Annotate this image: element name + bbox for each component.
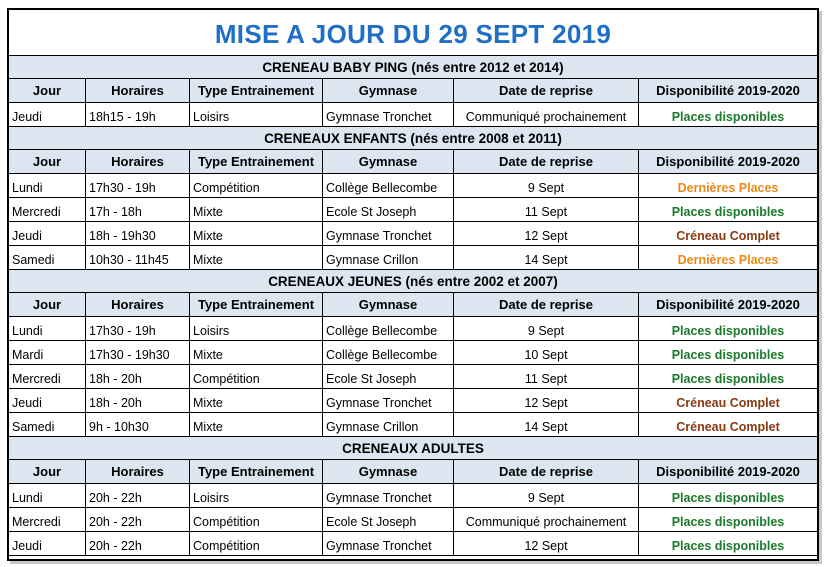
cell-jour: Lundi xyxy=(9,484,86,507)
column-header: Horaires xyxy=(86,150,190,173)
table-row xyxy=(9,174,817,198)
column-header: Date de reprise xyxy=(454,460,639,483)
table-row xyxy=(9,508,817,532)
section-title xyxy=(9,270,817,293)
column-header: Type Entrainement xyxy=(190,79,323,102)
column-header: Horaires xyxy=(86,293,190,316)
table-row xyxy=(9,341,817,365)
cell-type: Mixte xyxy=(190,198,323,221)
column-header: Jour xyxy=(9,293,86,316)
cell-type: Mixte xyxy=(190,341,323,364)
table-row xyxy=(9,389,817,413)
column-header: Type Entrainement xyxy=(190,460,323,483)
cell-gymnase: Gymnase Crillon xyxy=(323,246,454,269)
cell-type: Loisirs xyxy=(190,103,323,126)
status-badge: Dernières Places xyxy=(677,181,779,195)
cell-gymnase: Gymnase Crillon xyxy=(323,413,454,436)
cell-gymnase: Gymnase Tronchet xyxy=(323,103,454,126)
column-header: Date de reprise xyxy=(454,79,639,102)
status-badge: Créneau Complet xyxy=(676,396,780,410)
cell-jour: Lundi xyxy=(9,174,86,197)
section-title xyxy=(9,437,817,460)
column-header: Jour xyxy=(9,150,86,173)
table-header-row xyxy=(9,293,817,317)
cell-reprise: 9 Sept xyxy=(454,317,639,340)
section-title-text: CRENEAU BABY PING (nés entre 2012 et 2014) xyxy=(262,60,564,75)
table-header-row xyxy=(9,79,817,103)
cell-jour: Samedi xyxy=(9,246,86,269)
cell-type: Mixte xyxy=(190,222,323,245)
cell-horaires: 20h - 22h xyxy=(86,532,190,555)
cell-horaires: 18h - 20h xyxy=(86,389,190,412)
cell-reprise: 12 Sept xyxy=(454,532,639,555)
cell-horaires: 17h30 - 19h xyxy=(86,174,190,197)
column-header: Date de reprise xyxy=(454,150,639,173)
cell-reprise: Communiqué prochainement xyxy=(454,508,639,531)
cell-type: Compétition xyxy=(190,532,323,555)
page-title: MISE A JOUR DU 29 SEPT 2019 xyxy=(9,10,817,56)
table-row xyxy=(9,484,817,508)
cell-horaires: 18h - 19h30 xyxy=(86,222,190,245)
cell-jour: Jeudi xyxy=(9,103,86,126)
cell-horaires: 17h30 - 19h xyxy=(86,317,190,340)
cell-horaires: 10h30 - 11h45 xyxy=(86,246,190,269)
cell-jour: Samedi xyxy=(9,413,86,436)
table-header-row xyxy=(9,460,817,484)
table-header-row xyxy=(9,150,817,174)
cell-gymnase: Ecole St Joseph xyxy=(323,508,454,531)
cell-reprise: 11 Sept xyxy=(454,198,639,221)
status-badge: Places disponibles xyxy=(671,324,785,338)
status-badge: Places disponibles xyxy=(671,372,785,386)
cell-type: Mixte xyxy=(190,389,323,412)
cell-reprise: 14 Sept xyxy=(454,246,639,269)
cell-gymnase: Gymnase Tronchet xyxy=(323,389,454,412)
cell-type: Compétition xyxy=(190,174,323,197)
column-header: Jour xyxy=(9,79,86,102)
cell-reprise: 14 Sept xyxy=(454,413,639,436)
status-badge: Places disponibles xyxy=(671,515,785,529)
cell-horaires: 18h - 20h xyxy=(86,365,190,388)
cell-reprise: 12 Sept xyxy=(454,389,639,412)
cell-jour: Mercredi xyxy=(9,508,86,531)
section-title-text: CRENEAUX ADULTES xyxy=(342,441,484,456)
cell-gymnase: Gymnase Tronchet xyxy=(323,222,454,245)
cell-horaires: 18h15 - 19h xyxy=(86,103,190,126)
cell-reprise: 10 Sept xyxy=(454,341,639,364)
cell-gymnase: Ecole St Joseph xyxy=(323,365,454,388)
cell-reprise: 9 Sept xyxy=(454,484,639,507)
table-row xyxy=(9,317,817,341)
cell-jour: Jeudi xyxy=(9,389,86,412)
cell-reprise: Communiqué prochainement xyxy=(454,103,639,126)
cell-gymnase: Collège Bellecombe xyxy=(323,174,454,197)
cell-jour: Mardi xyxy=(9,341,86,364)
cell-jour: Mercredi xyxy=(9,198,86,221)
column-header: Disponibilité 2019-2020 xyxy=(656,83,800,98)
column-header: Gymnase xyxy=(323,79,454,102)
column-header: Disponibilité 2019-2020 xyxy=(656,297,800,312)
cell-type: Compétition xyxy=(190,508,323,531)
column-header: Disponibilité 2019-2020 xyxy=(656,154,800,169)
schedule-sheet xyxy=(7,8,819,561)
status-badge: Places disponibles xyxy=(671,348,785,362)
cell-type: Loisirs xyxy=(190,317,323,340)
table-row xyxy=(9,246,817,270)
status-badge: Places disponibles xyxy=(671,491,785,505)
status-badge: Places disponibles xyxy=(671,205,785,219)
cell-reprise: 12 Sept xyxy=(454,222,639,245)
table-row xyxy=(9,222,817,246)
cell-jour: Jeudi xyxy=(9,222,86,245)
table-row xyxy=(9,103,817,127)
cell-horaires: 20h - 22h xyxy=(86,484,190,507)
column-header: Date de reprise xyxy=(454,293,639,316)
section-title xyxy=(9,127,817,150)
cell-type: Compétition xyxy=(190,365,323,388)
section-title-text: CRENEAUX ENFANTS (nés entre 2008 et 2011) xyxy=(264,131,562,146)
cell-type: Mixte xyxy=(190,413,323,436)
column-header: Jour xyxy=(9,460,86,483)
table-row xyxy=(9,365,817,389)
status-badge: Créneau Complet xyxy=(676,229,780,243)
cell-horaires: 17h30 - 19h30 xyxy=(86,341,190,364)
column-header: Horaires xyxy=(86,460,190,483)
cell-gymnase: Gymnase Tronchet xyxy=(323,532,454,555)
cell-reprise: 11 Sept xyxy=(454,365,639,388)
cell-jour: Mercredi xyxy=(9,365,86,388)
cell-horaires: 9h - 10h30 xyxy=(86,413,190,436)
column-header: Type Entrainement xyxy=(190,150,323,173)
cell-jour: Lundi xyxy=(9,317,86,340)
column-header: Gymnase xyxy=(323,293,454,316)
cell-gymnase: Collège Bellecombe xyxy=(323,341,454,364)
cell-gymnase: Collège Bellecombe xyxy=(323,317,454,340)
cell-horaires: 20h - 22h xyxy=(86,508,190,531)
column-header: Horaires xyxy=(86,79,190,102)
table-row xyxy=(9,413,817,437)
cell-type: Loisirs xyxy=(190,484,323,507)
cell-horaires: 17h - 18h xyxy=(86,198,190,221)
status-badge: Places disponibles xyxy=(671,539,785,553)
cell-gymnase: Ecole St Joseph xyxy=(323,198,454,221)
column-header: Gymnase xyxy=(323,150,454,173)
table-row xyxy=(9,198,817,222)
column-header: Gymnase xyxy=(323,460,454,483)
table-row xyxy=(9,532,817,556)
status-badge: Places disponibles xyxy=(671,110,785,124)
cell-gymnase: Gymnase Tronchet xyxy=(323,484,454,507)
cell-type: Mixte xyxy=(190,246,323,269)
section-title xyxy=(9,56,817,79)
column-header: Disponibilité 2019-2020 xyxy=(656,464,800,479)
status-badge: Créneau Complet xyxy=(676,420,780,434)
cell-jour: Jeudi xyxy=(9,532,86,555)
section-title-text: CRENEAUX JEUNES (nés entre 2002 et 2007) xyxy=(268,274,558,289)
column-header: Type Entrainement xyxy=(190,293,323,316)
cell-reprise: 9 Sept xyxy=(454,174,639,197)
status-badge: Dernières Places xyxy=(677,253,779,267)
